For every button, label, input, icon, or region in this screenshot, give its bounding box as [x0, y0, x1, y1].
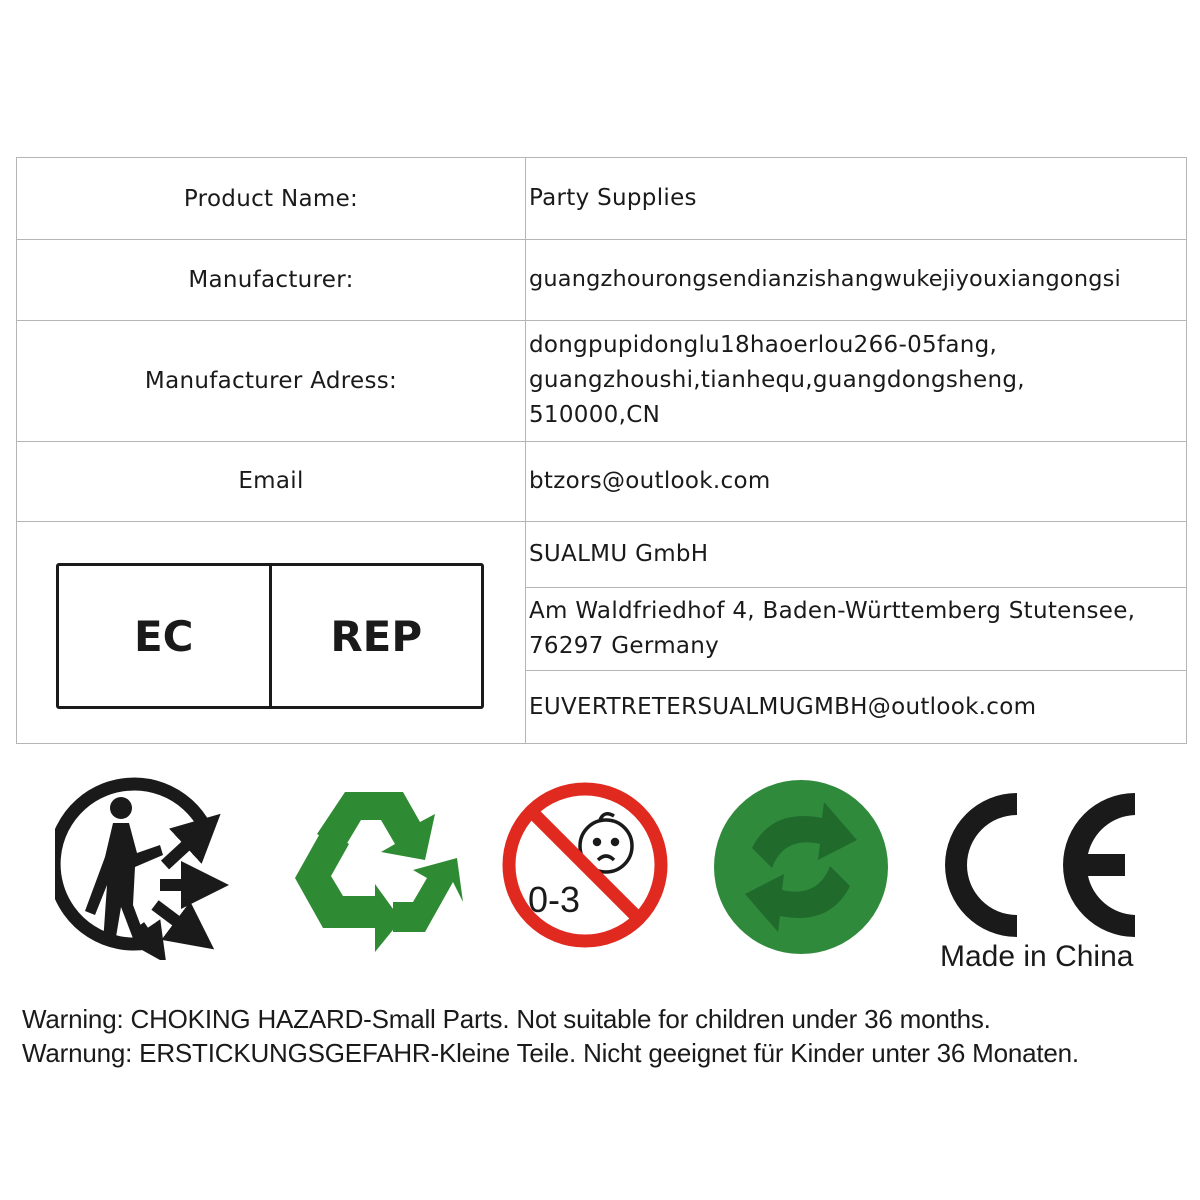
ec-rep-address: [529, 587, 1182, 670]
value-line: dongpupidonglu18haoerlou266-05fang,: [529, 332, 998, 358]
column-divider: [525, 158, 526, 743]
manufacturer-value: [529, 239, 1182, 320]
value-line: 510000,CN: [529, 402, 661, 428]
product-name-label: Product Name:: [183, 185, 359, 212]
product-info-table: [16, 157, 1187, 744]
product-name-value: [529, 158, 1182, 239]
value-line: guangzhourongsendianzishangwukejiyouxiangongsi: [529, 266, 1121, 292]
ec-rep-logo: [56, 563, 484, 709]
ec-rep-logo-left: EC: [133, 611, 194, 661]
value-line: Party Supplies: [529, 185, 697, 211]
no-children-under-3-icon: [500, 780, 670, 950]
age-label: 0-3: [528, 879, 581, 920]
ce-mark-icon: [935, 787, 1140, 942]
value-line: SUALMU GmbH: [529, 540, 709, 567]
value-line: Am Waldfriedhof 4, Baden-Württemberg Stutensee,: [529, 597, 1136, 624]
value-line: EUVERTRETERSUALMUGMBH@outlook.com: [529, 694, 1037, 720]
warning-german: Warnung: ERSTICKUNGSGEFAHR-Kleine Teile. Nicht geeignet für Kinder unter 36 Monaten.: [22, 1038, 1079, 1068]
manufacturer-label: Manufacturer:: [188, 266, 354, 293]
ec-rep-logo-right: REP: [269, 566, 482, 706]
email-label: Email: [238, 468, 304, 494]
ec-rep-company: [529, 521, 1182, 587]
ec-rep-email: [529, 670, 1182, 745]
recycle-arrows-icon: [285, 782, 465, 957]
made-in-china-label: Made in China: [940, 940, 1134, 973]
manufacturer-address-value: [529, 320, 1182, 441]
value-line: btzors@outlook.com: [529, 467, 771, 494]
email-value: [529, 441, 1182, 521]
warning-english: Warning: CHOKING HAZARD-Small Parts. Not suitable for children under 36 months.: [22, 1004, 991, 1034]
triman-recycling-icon: [55, 775, 240, 960]
green-dot-icon: [712, 778, 890, 956]
value-line: guangzhoushi,tianhequ,guangdongsheng,: [529, 367, 1025, 393]
value-line: 76297 Germany: [529, 632, 720, 659]
manufacturer-address-label: Manufacturer Adress:: [144, 367, 398, 394]
